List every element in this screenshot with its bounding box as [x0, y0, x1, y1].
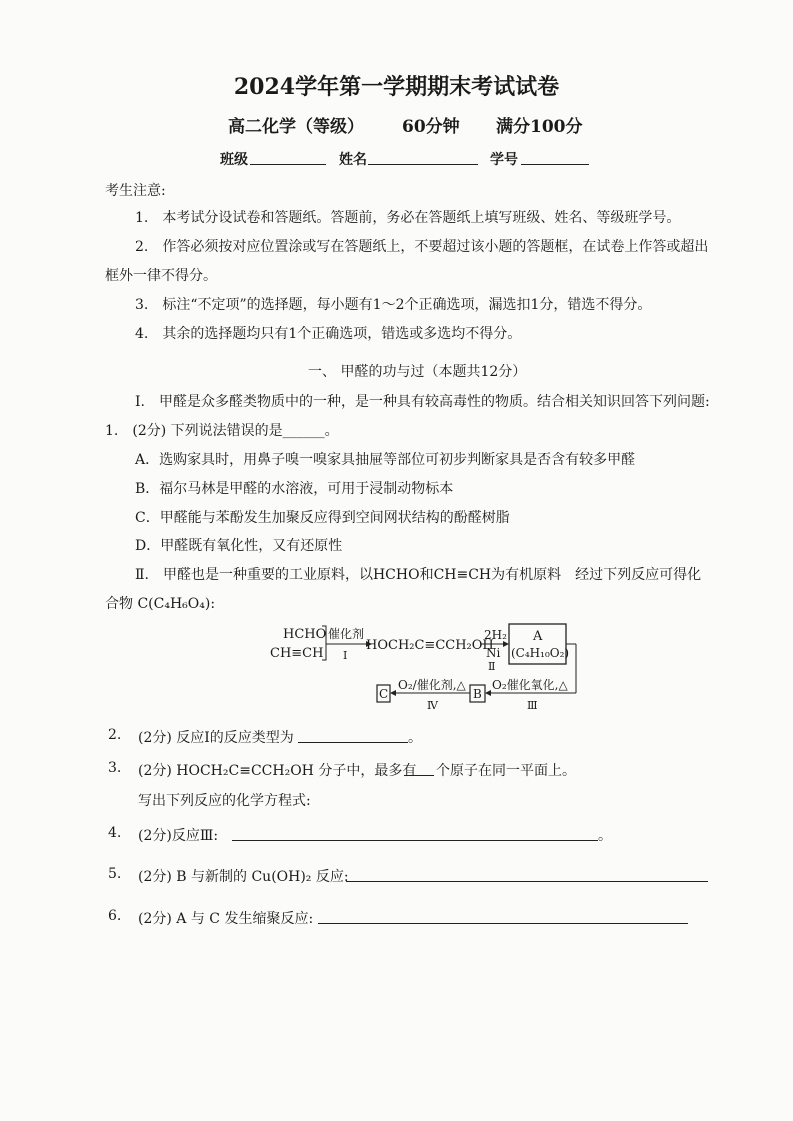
step1-reagent: 催化剂 — [328, 627, 365, 641]
notice-item-1: 1. 本考试分设试卷和答题纸。答题前，务必在答题纸上填写班级、姓名、等级班学号。 — [135, 210, 681, 226]
question-1: 1. (2分) 下列说法错误的是______。 — [105, 423, 339, 439]
step2-reagent: 2H₂ — [484, 628, 507, 642]
notice-heading: 考生注意: — [105, 183, 166, 199]
step4-label: Ⅳ — [427, 699, 438, 712]
q3-number: 3. — [108, 760, 122, 776]
product-c: C — [379, 687, 389, 701]
q6-answer-line[interactable] — [318, 923, 688, 924]
id-field-line[interactable] — [521, 164, 589, 165]
q3-end: 个原子在同一平面上。 — [436, 763, 576, 779]
step4-reagent: O₂/催化剂,△ — [398, 678, 466, 692]
q4-text: (2分)反应Ⅲ: — [138, 828, 219, 844]
exam-full-marks: 满分100分 — [496, 117, 583, 137]
q1-option-a[interactable]: A．选购家具时，用鼻子嗅一嗅家具抽屉等部位可初步判断家具是否含有较多甲醛 — [135, 452, 636, 468]
step3-reagent: O₂催化氧化,△ — [492, 678, 568, 692]
notice-item-2: 2. 作答必须按对应位置涂或写在答题纸上，不要超过该小题的答题框，在试卷上作答或超出 — [135, 239, 709, 255]
write-equations-prompt: 写出下列反应的化学方程式: — [138, 793, 311, 809]
reaction-scheme — [0, 615, 793, 715]
name-field-label: 姓名 — [339, 152, 367, 168]
q2-end: 。 — [408, 730, 422, 746]
step3-arrowhead — [485, 690, 491, 696]
product-b: B — [473, 687, 482, 701]
q6-number: 6. — [108, 908, 122, 924]
id-field-label: 学号 — [490, 152, 518, 168]
product-a-formula: (C₄H₁₀O₂) — [511, 646, 570, 660]
q3-text: (2分) HOCH₂C≡CCH₂OH 分子中，最多有 — [138, 763, 417, 779]
q2-text: (2分) 反应Ⅰ的反应类型为 — [138, 730, 294, 746]
reactant-acetylene: CH≡CH — [270, 646, 324, 661]
product-a: A — [533, 629, 543, 644]
notice-item-2-cont: 框外一律不得分。 — [105, 268, 217, 284]
intro-part-1: Ⅰ. 甲醛是众多醛类物质中的一种，是一种具有较高毒性的物质。结合相关知识回答下列问题: — [135, 394, 710, 410]
name-field-line[interactable] — [368, 164, 478, 165]
q3-answer-line[interactable] — [404, 775, 434, 776]
notice-item-3: 3. 标注“不定项”的选择题，每小题有1～2个正确选项，漏选扣1分，错选不得分。 — [135, 297, 652, 313]
class-field-line[interactable] — [250, 164, 326, 165]
step2-condition: Ni — [486, 646, 501, 660]
q2-number: 2. — [108, 727, 122, 743]
exam-title: 2024学年第一学期期末考试试卷 — [233, 74, 560, 100]
q4-number: 4. — [108, 825, 122, 841]
q4-end: 。 — [598, 828, 612, 844]
section-title: 一、 甲醛的功与过（本题共12分） — [308, 364, 527, 380]
intro-part-2-line1: Ⅱ. 甲醛也是一种重要的工业原料，以HCHO和CH≡CH为有机原料 经过下列反应可得化 — [135, 567, 702, 583]
q2-answer-line[interactable] — [298, 742, 408, 743]
q5-answer-line[interactable] — [346, 881, 708, 882]
exam-duration: 60分钟 — [402, 117, 460, 137]
exam-subject: 高二化学（等级） — [228, 117, 364, 137]
step1-label: Ⅰ — [343, 649, 348, 662]
step4-arrowhead — [390, 690, 396, 696]
intro-part-2-line2: 合物 C(C₄H₆O₄): — [105, 596, 216, 612]
notice-item-4: 4. 其余的选择题均只有1个正确选项，错选或多选均不得分。 — [135, 326, 522, 342]
reactant-hcho: HCHO — [283, 627, 327, 642]
intermediate: HOCH₂C≡CCH₂OH — [366, 638, 494, 653]
q5-number: 5. — [108, 866, 122, 882]
step3-label: Ⅲ — [527, 699, 538, 712]
q1-option-d[interactable]: D．甲醛既有氧化性，又有还原性 — [135, 538, 343, 554]
q5-text: (2分) B 与新制的 Cu(OH)₂ 反应: — [138, 869, 349, 885]
q6-text: (2分) A 与 C 发生缩聚反应: — [138, 911, 314, 927]
step2-label: Ⅱ — [488, 660, 496, 673]
q1-option-b[interactable]: B．福尔马林是甲醛的水溶液，可用于浸制动物标本 — [135, 481, 454, 497]
class-field-label: 班级 — [220, 152, 248, 168]
q1-option-c[interactable]: C．甲醛能与苯酚发生加聚反应得到空间网状结构的酚醛树脂 — [135, 510, 510, 526]
q4-answer-line[interactable] — [232, 840, 598, 841]
